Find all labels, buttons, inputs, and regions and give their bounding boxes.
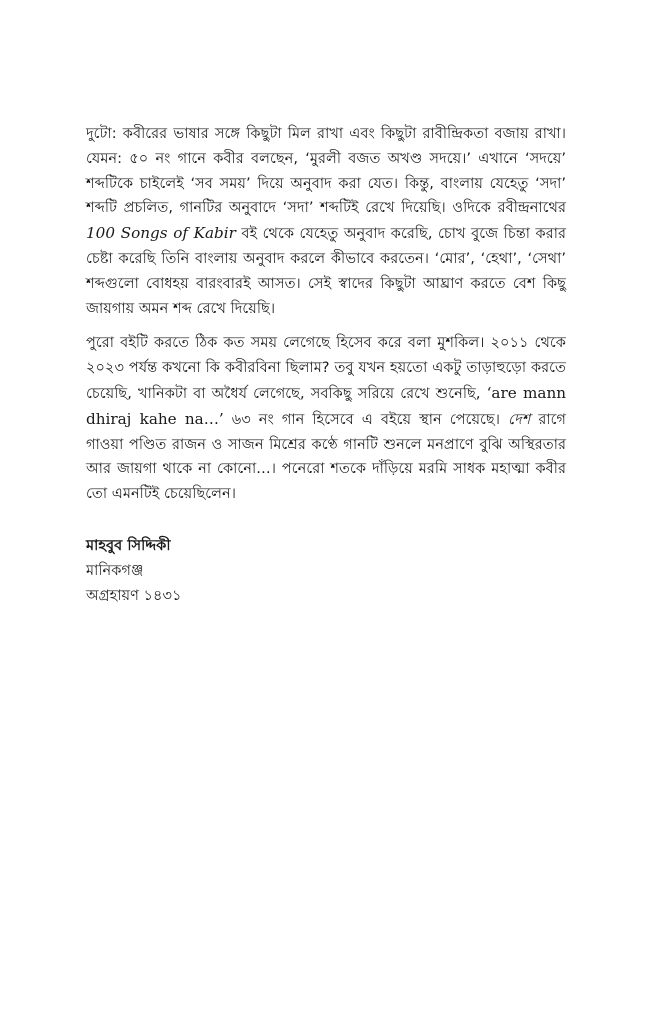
paragraph2-text-b: ৬৩ নং গান হিসেবে এ বইয়ে স্থান পেয়েছে। (231, 410, 500, 428)
signature-date: অগ্রহায়ণ ১৪৩১ (86, 586, 182, 604)
author-name: মাহবুব সিদ্দিকী (86, 536, 171, 554)
paragraph1-text-a: দুটো: কবীরের ভাষার সঙ্গে কিছুটা মিল রাখা এবং কিছুটা রাবীন্দ্রিকতা বজায় রাখা। যেমন: ৫০ নং গানে কবীর বলছেন, ‘মুরলী বজত অখণ্ড সদয়ে।’ এখানে ‘সদয়ে’ শব্দটিকে চাইলেই ‘সব সময়’ দিয়ে অনুবাদ করা যেত। কিন্তু, বাংলায় যেহেতু ‘সদা’ শব্দটি প্রচলিত, গানটির অনুবাদে ‘সদা’ শব্দটিই রেখে দিয়েছি। ওদিকে রবীন্দ্রনাথের (86, 125, 566, 217)
signature-place: মানিকগঞ্জ (86, 561, 144, 579)
paragraph2-text-c: রাগে গাওয়া পণ্ডিত রাজন ও সাজন মিশ্রের কণ্ঠে গানটি শুনলে মনপ্রাণে বুঝি অস্থিরতার আর জায়গা থাকে না কোনো…। পনেরো শতকে দাঁড়িয়ে মরমি সাধক মহাত্মা কবীর তো এমনটিই চেয়েছিলেন। (86, 410, 567, 503)
page-body (86, 122, 566, 608)
paragraph-time-taken (86, 331, 566, 507)
paragraph1-text-b: বই থেকে যেহেতু অনুবাদ করেছি, চোখ বুজে চিন্তা করার চেষ্টা করেছি তিনি বাংলায় অনুবাদ করলে কীভাবে করতেন। ‘মোর’, ‘হেথা’, ‘সেথা’ শব্দগুলো বোধহয় বারংবারই আসত। সেই স্বাদের কিছুটা আঘ্রাণ করতে বেশ কিছু জায়গায় অমন শব্দ রেখে দিয়েছি। (86, 225, 566, 317)
raga-name: দেশ (508, 410, 531, 428)
book-title: 100 Songs of Kabir (86, 224, 236, 243)
signature-block (86, 533, 566, 608)
paragraph-translation-approach (86, 122, 566, 321)
song-quote: ‘are mann dhiraj kahe na…’ (86, 383, 567, 428)
paragraph2-text-a: পুরো বইটি করতে ঠিক কত সময় লেগেছে হিসেব করে বলা মুশকিল। ২০১১ থেকে ২০২৩ পর্যন্ত কখনো কি কবীরবিনা ছিলাম? তবু যখন হয়তো একটু তাড়াহুড়ো করতে চেয়েছি, খানিকটা বা অধৈর্য লেগেছে, সবকিছু সরিয়ে রেখে শুনেছি, (86, 334, 566, 402)
